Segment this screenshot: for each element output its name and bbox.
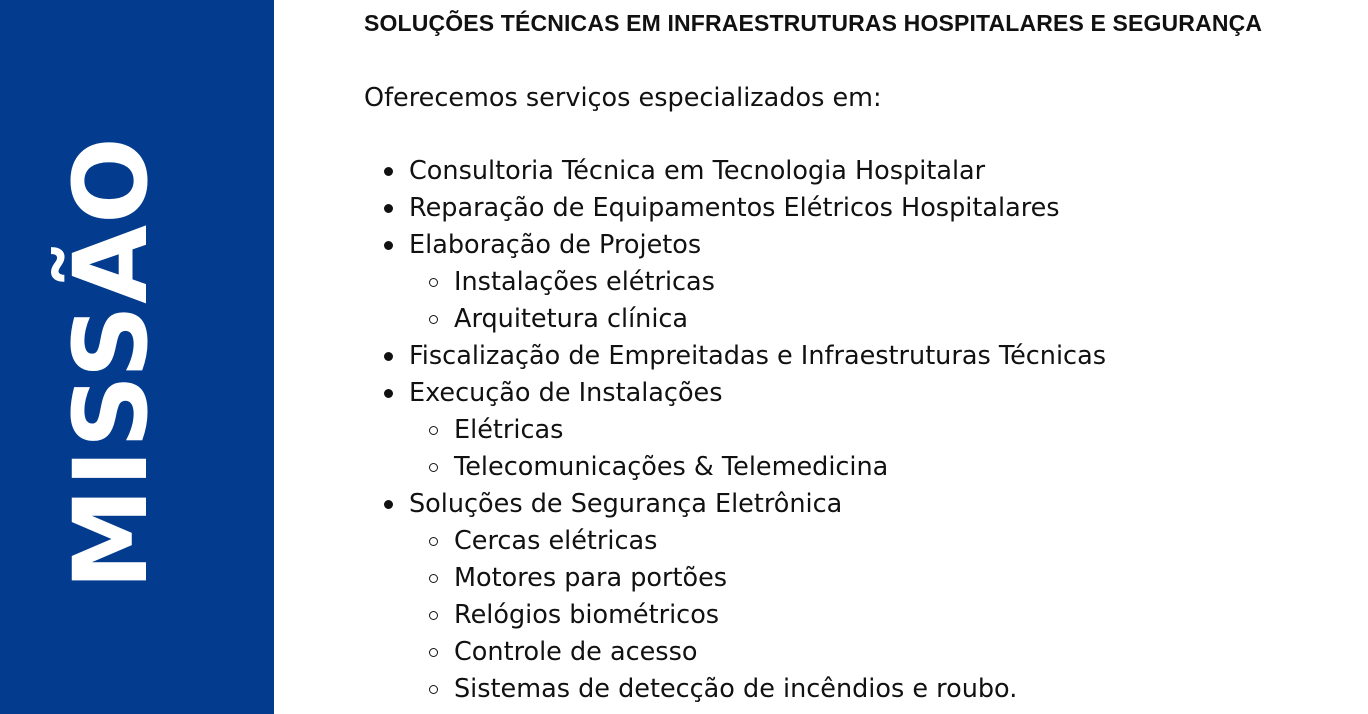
hollow-bullet-icon xyxy=(429,278,438,287)
hollow-bullet-icon xyxy=(429,611,438,620)
list-item-text: Telecomunicações & Telemedicina xyxy=(454,452,889,482)
list-item-text: Reparação de Equipamentos Elétricos Hospitalares xyxy=(409,193,1060,223)
services-list xyxy=(384,153,1106,708)
list-item-text: Sistemas de detecção de incêndios e roubo. xyxy=(454,674,1018,704)
sidebar-title: MISSÃO xyxy=(52,136,171,590)
hollow-bullet-icon xyxy=(429,685,438,694)
list-item-text: Controle de acesso xyxy=(454,637,698,667)
filled-bullet-icon xyxy=(384,389,393,398)
list-item xyxy=(384,190,1106,227)
hollow-bullet-icon xyxy=(429,574,438,583)
hollow-bullet-icon xyxy=(429,537,438,546)
list-item-text: Fiscalização de Empreitadas e Infraestruturas Técnicas xyxy=(409,341,1106,371)
list-item xyxy=(384,375,1106,412)
hollow-bullet-icon xyxy=(429,463,438,472)
sub-list-item xyxy=(429,560,1106,597)
hollow-bullet-icon xyxy=(429,315,438,324)
sub-list-item xyxy=(429,301,1106,338)
sub-list-item xyxy=(429,264,1106,301)
sub-list-item xyxy=(429,634,1106,671)
filled-bullet-icon xyxy=(384,352,393,361)
sub-list-item xyxy=(429,597,1106,634)
sub-list-item xyxy=(429,412,1106,449)
sub-list-item xyxy=(429,523,1106,560)
list-item-text: Soluções de Segurança Eletrônica xyxy=(409,489,843,519)
list-item-text: Elaboração de Projetos xyxy=(409,230,702,260)
filled-bullet-icon xyxy=(384,500,393,509)
filled-bullet-icon xyxy=(384,167,393,176)
list-item-text: Instalações elétricas xyxy=(454,267,715,297)
list-item xyxy=(384,153,1106,190)
list-item-text: Arquitetura clínica xyxy=(454,304,689,334)
list-item-text: Consultoria Técnica em Tecnologia Hospitalar xyxy=(409,156,986,186)
list-item-text: Cercas elétricas xyxy=(454,526,658,556)
list-item xyxy=(384,338,1106,375)
filled-bullet-icon xyxy=(384,204,393,213)
list-item-text: Elétricas xyxy=(454,415,564,445)
hollow-bullet-icon xyxy=(429,648,438,657)
list-item-text: Execução de Instalações xyxy=(409,378,723,408)
intro-text: Oferecemos serviços especializados em: xyxy=(364,83,882,113)
sub-list-item xyxy=(429,671,1106,708)
filled-bullet-icon xyxy=(384,241,393,250)
list-item-text: Relógios biométricos xyxy=(454,600,720,630)
page-heading: SOLUÇÕES TÉCNICAS EM INFRAESTRUTURAS HOSPITALARES E SEGURANÇA xyxy=(364,10,1263,36)
list-item-text: Motores para portões xyxy=(454,563,728,593)
list-item xyxy=(384,227,1106,264)
sub-list-item xyxy=(429,449,1106,486)
sidebar-panel xyxy=(0,0,274,714)
list-item xyxy=(384,486,1106,523)
hollow-bullet-icon xyxy=(429,426,438,435)
